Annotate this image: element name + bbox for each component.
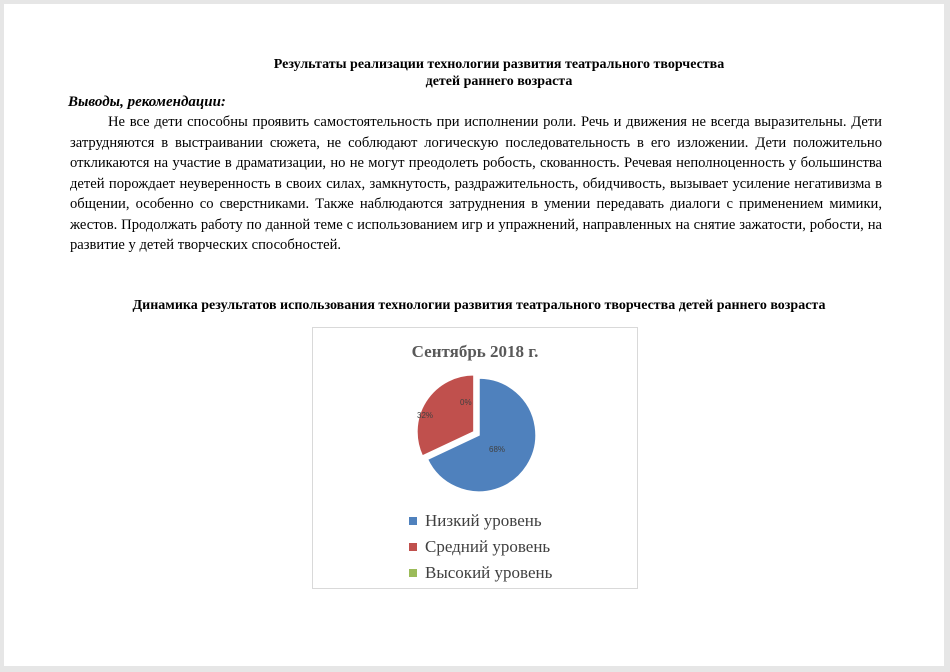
pie-plot-area (313, 328, 637, 508)
dynamics-title: Динамика результатов использования технологии развития театрального творчества детей раннего возраста (132, 298, 826, 313)
chart-title: Сентябрь 2018 г. (411, 342, 539, 361)
pie-data-label-1: 68% (489, 445, 506, 454)
legend-item-1 (409, 508, 552, 534)
pie-chart (312, 327, 638, 589)
legend-swatch (409, 569, 417, 577)
chart-legend (409, 508, 552, 586)
legend-label: Средний уровень (425, 537, 551, 556)
document-page (4, 4, 944, 666)
title-line-2: детей раннего возраста (425, 74, 573, 89)
title-line-1: Результаты реализации технологии развития театрального творчества (273, 57, 725, 72)
pie-data-label-3: 0% (460, 398, 472, 407)
pie-data-label-2: 32% (417, 411, 434, 420)
legend-item-2 (409, 534, 552, 560)
legend-swatch (409, 517, 417, 525)
document-title (64, 56, 934, 90)
conclusions-heading: Выводы, рекомендации: (68, 94, 226, 110)
legend-swatch (409, 543, 417, 551)
legend-label: Низкий уровень (425, 511, 542, 530)
legend-item-3 (409, 560, 552, 586)
conclusions-paragraph: Не все дети способны проявить самостоятельность при исполнении роли. Речь и движения не всегда выразительны. Дети затрудняются в выстраивании сюжета, не соблюдают логическую последовательность в его изложении. Дети положительно откликаются на участие в драматизации, но не могут преодолеть робость, скованность. Речевая неполноценность у большинства детей порождает неуверенность в своих силах, замкнутость, раздражительность, обидчивость, вызывает усиление негативизма в общении, особенно со сверстниками. Также наблюдаются затруднения в умении передавать диалоги с применением мимики, жестов. Продолжать работу по данной теме с использованием игр и упражнений, направленных на снятие зажатости, робости, на развитие у детей творческих способностей. (70, 114, 882, 253)
legend-label: Высокий уровень (425, 563, 553, 582)
